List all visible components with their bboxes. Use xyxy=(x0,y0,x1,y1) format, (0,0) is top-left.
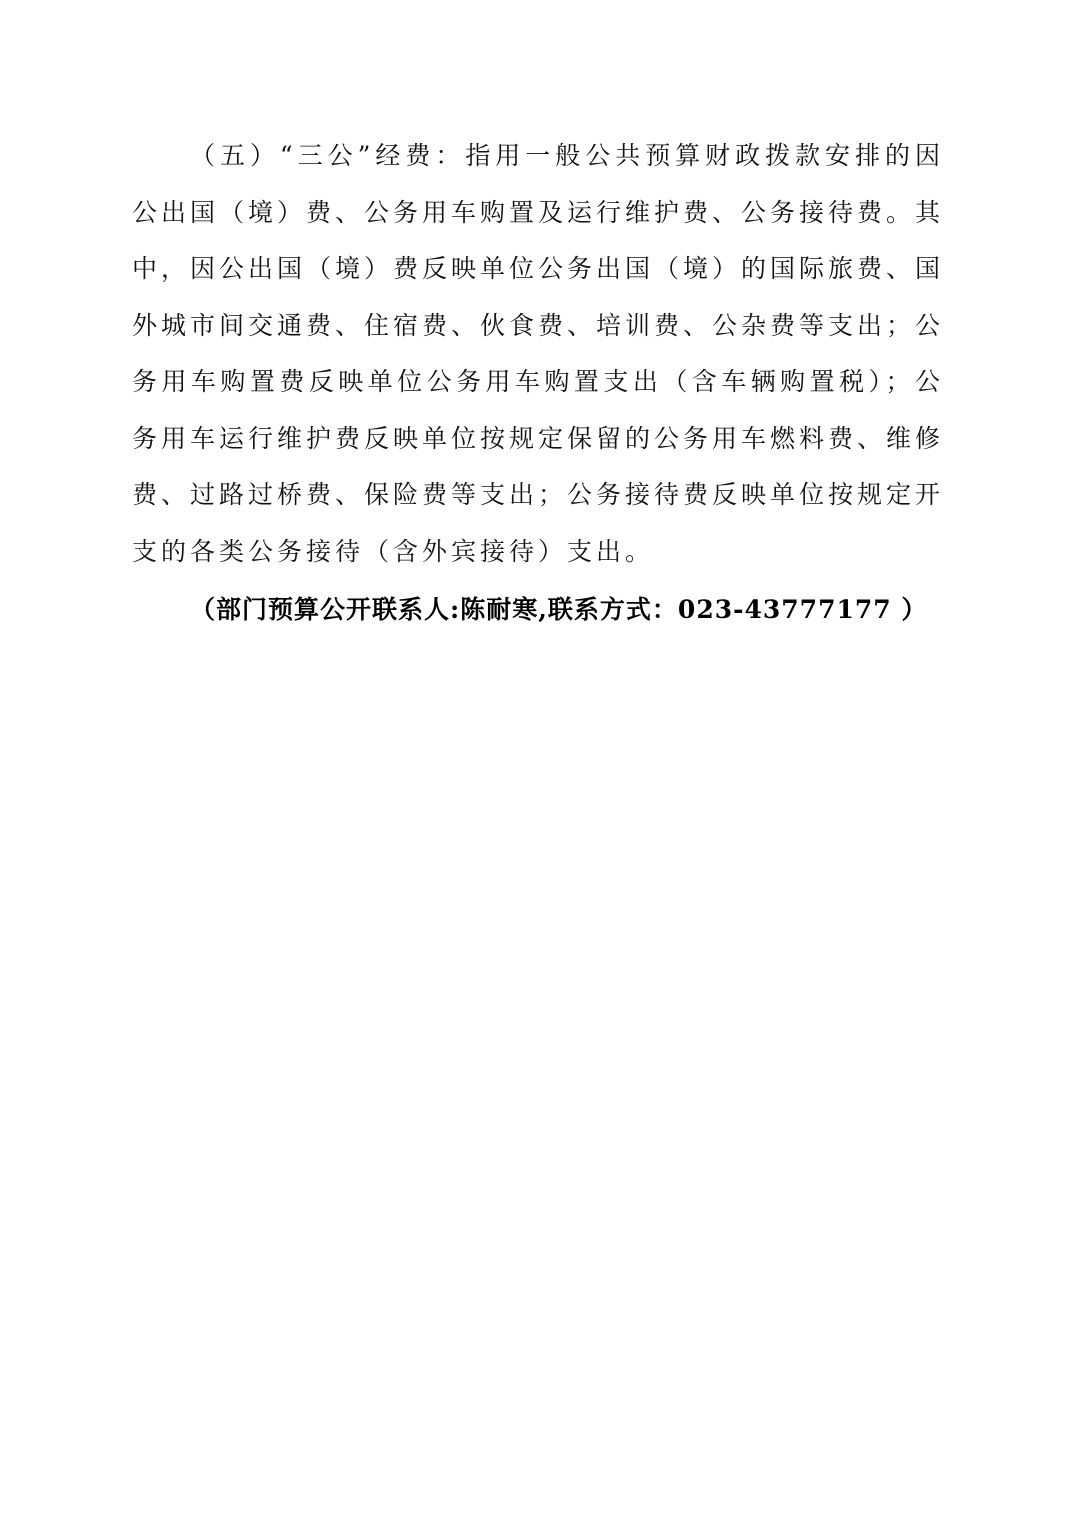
document-body xyxy=(132,128,944,638)
three-public-expenses-paragraph: （五）“三公”经费：指用一般公共预算财政拨款安排的因公出国（境）费、公务用车购置及运行维护费、公务接待费。其中，因公出国（境）费反映单位公务出国（境）的国际旅费、国外城市间交通费、住宿费、伙食费、培训费、公杂费等支出；公务用车购置费反映单位公务用车购置支出（含车辆购置税）；公务用车运行维护费反映单位按规定保留的公务用车燃料费、维修费、过路过桥费、保险费等支出；公务接待费反映单位按规定开支的各类公务接待（含外宾接待）支出。 xyxy=(132,141,945,566)
contact-info: （部门预算公开联系人:陈耐寒,联系方式：023-43777177 ） xyxy=(190,595,928,624)
